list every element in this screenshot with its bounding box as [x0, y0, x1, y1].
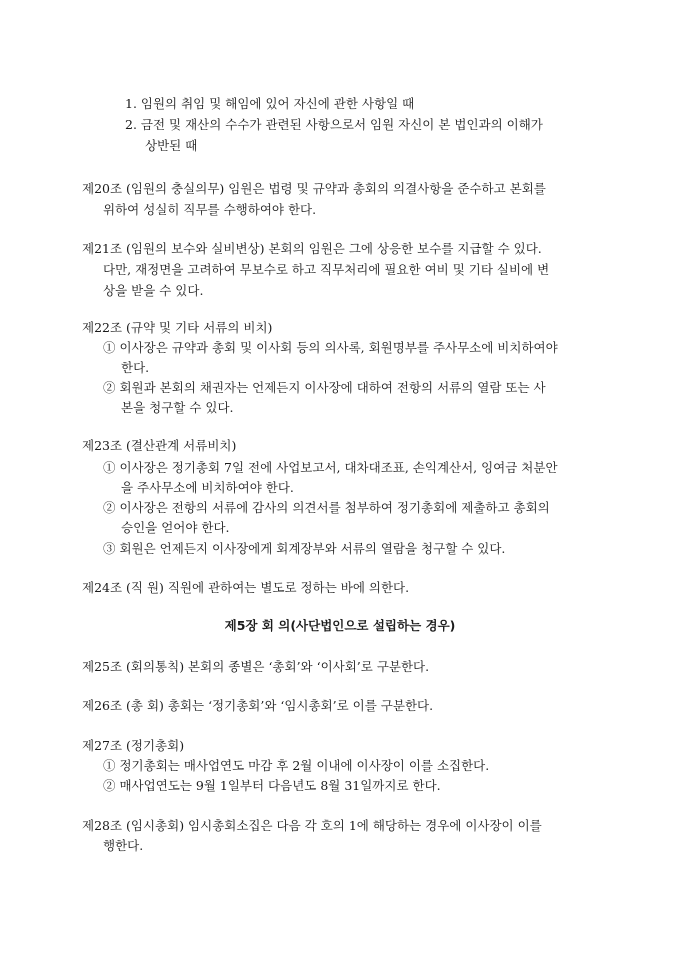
article-27-clause-2: ② 매사업연도는 9월 1일부터 다음년도 8월 31일까지로 한다.: [103, 778, 441, 793]
article-22-clause-2: ② 회원과 본회의 채권자는 언제든지 이사장에 대하여 전항의 서류의 열람 또는 사: [103, 380, 546, 395]
article-25-line: 제25조 (회의통칙) 본회의 종별은 ‘총회’와 ‘이사회’로 구분한다.: [82, 659, 430, 674]
article-23-clause-3: ③ 회원은 언제든지 이사장에게 회계장부와 서류의 열람을 청구할 수 있다.: [103, 541, 506, 556]
article-23-clause-1: ① 이사장은 정기총회 7일 전에 사업보고서, 대차대조표, 손익계산서, 잉여금 처분안: [103, 460, 558, 475]
chapter-5-heading: 제5장 회 의(사단법인으로 설립하는 경우): [224, 618, 456, 633]
article-23-clause-2-cont: 승인을 얻어야 한다.: [121, 520, 230, 535]
article-21-line-2: 다만, 재정면을 고려하여 무보수로 하고 직무처리에 필요한 여비 및 기타 실비에 변: [103, 262, 550, 277]
article-23-clause-2: ② 이사장은 전항의 서류에 감사의 의견서를 첨부하여 정기총회에 제출하고 총회의: [103, 500, 550, 515]
item-1-line: 1. 임원의 취임 및 해임에 있어 자신에 관한 사항일 때: [125, 96, 415, 111]
item-2-continuation: 상반된 때: [145, 138, 198, 153]
article-21-line-3: 상을 받을 수 있다.: [103, 283, 204, 298]
article-27-clause-1: ① 정기총회는 매사업연도 마감 후 2월 이내에 이사장이 이를 소집한다.: [103, 758, 490, 773]
article-22-clause-1-cont: 한다.: [121, 360, 150, 375]
article-27-title: 제27조 (정기총회): [82, 738, 185, 753]
article-21-line-1: 제21조 (임원의 보수와 실비변상) 본회의 임원은 그에 상응한 보수를 지급할 수 있다.: [82, 241, 542, 256]
article-28-line-1: 제28조 (임시총회) 임시총회소집은 다음 각 호의 1에 해당하는 경우에 이사장이 이를: [82, 818, 542, 833]
article-22-title: 제22조 (규약 및 기타 서류의 비치): [82, 320, 273, 335]
article-22-clause-2-cont: 본을 청구할 수 있다.: [121, 400, 234, 415]
article-20-line-2: 위하여 성실히 직무를 수행하여야 한다.: [103, 202, 317, 217]
article-22-clause-1: ① 이사장은 규약과 총회 및 이사회 등의 의사록, 회원명부를 주사무소에 비치하여야: [103, 340, 558, 355]
article-26-line: 제26조 (총 회) 총회는 ‘정기총회’와 ‘임시총회’로 이를 구분한다.: [82, 698, 434, 713]
item-2-line: 2. 금전 및 재산의 수수가 관련된 사항으로서 임원 자신이 본 법인과의 이해가: [125, 117, 543, 132]
article-28-line-2: 행한다.: [103, 838, 144, 853]
article-24-line: 제24조 (직 원) 직원에 관하여는 별도로 정하는 바에 의한다.: [82, 580, 410, 595]
article-23-clause-1-cont: 을 주사무소에 비치하여야 한다.: [121, 480, 294, 495]
article-23-title: 제23조 (결산관계 서류비치): [82, 438, 237, 453]
article-20-line-1: 제20조 (임원의 충실의무) 임원은 법령 및 규약과 총회의 의결사항을 준수하고 본회를: [82, 181, 546, 196]
